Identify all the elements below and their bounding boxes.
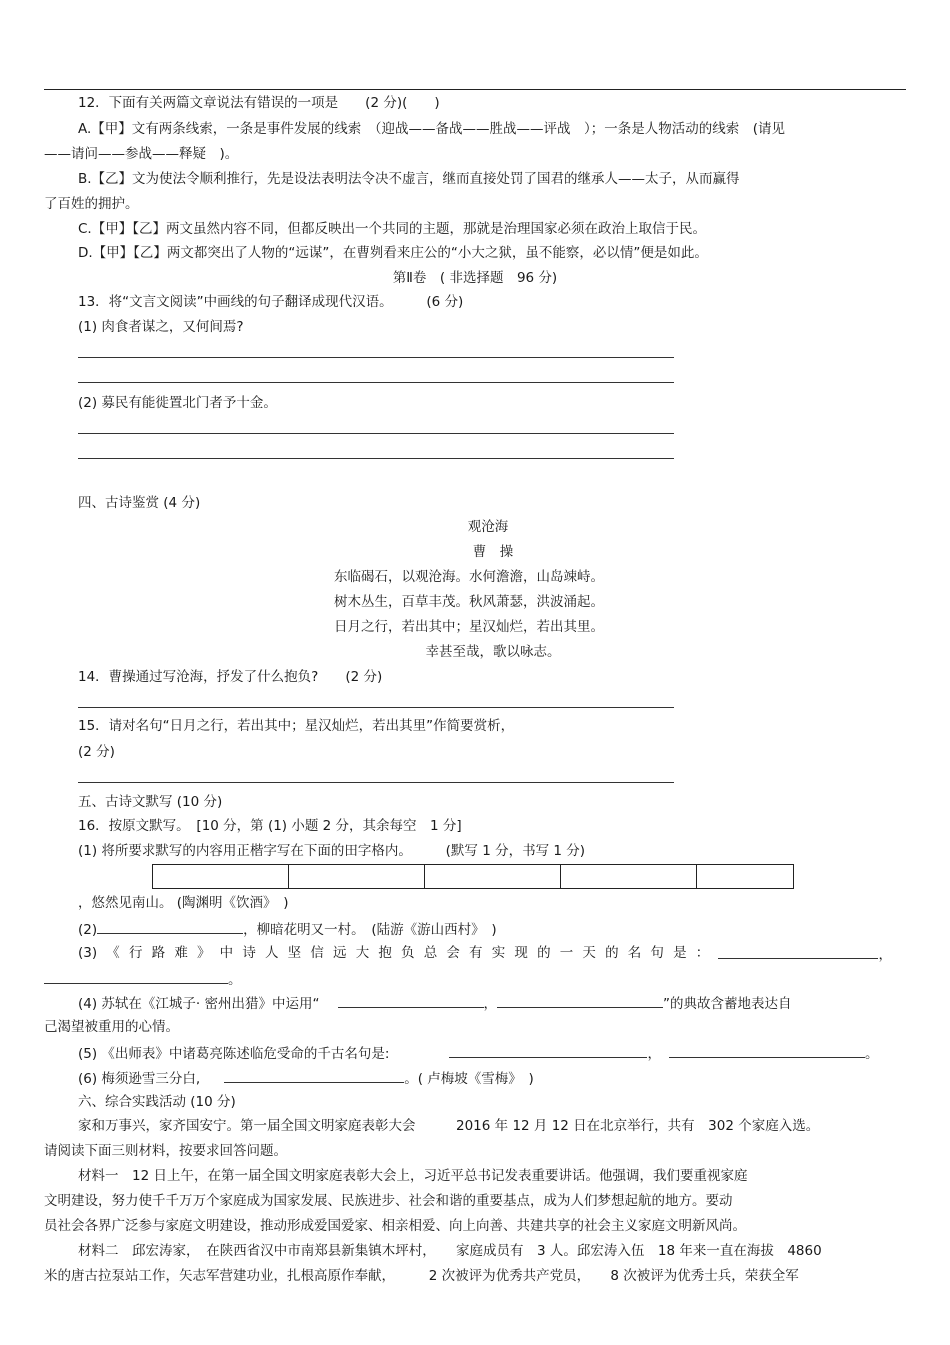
poem-line: 树木丛生，百草丰茂。秋风萧瑟，洪波涌起。 xyxy=(334,594,604,610)
q16-5-period: 。 xyxy=(864,1046,879,1062)
q16-3-char: 中 xyxy=(219,945,234,961)
q16-3-char: 路 xyxy=(151,945,166,961)
q16-3-blank-2[interactable] xyxy=(44,969,228,984)
poem-line: 东临碣石，以观沧海。水何澹澹，山岛竦峙。 xyxy=(334,569,604,585)
q16-3-char: 总 xyxy=(423,945,438,961)
q16-3-char: 》 xyxy=(196,945,211,961)
q13-answer-line-1[interactable] xyxy=(78,357,674,358)
q16-2-label: (2) xyxy=(78,922,98,938)
q16-3-char: 抱 xyxy=(378,945,392,961)
grid-cell[interactable] xyxy=(561,865,697,888)
q16-2-blank[interactable] xyxy=(97,919,243,934)
q16-3-char: 会 xyxy=(446,945,460,961)
q16-3 xyxy=(78,944,892,964)
q15-stem-line1: 15．请对名句“日月之行，若出其中；星汉灿烂，若出其里”作简要赏析， xyxy=(78,718,515,734)
q16-3-char: 名 xyxy=(627,945,642,961)
q16-4 xyxy=(78,993,792,1013)
q16-3-char: 人 xyxy=(265,945,279,961)
q16-3-char: 坚 xyxy=(287,945,302,961)
poem-line: 日月之行，若出其中；星汉灿烂，若出其里。 xyxy=(334,619,604,635)
q15-answer-line[interactable] xyxy=(78,782,674,783)
q12-option-a-line2: ——请问——参战——释疑 )。 xyxy=(44,146,239,162)
grid-cell[interactable] xyxy=(153,865,289,888)
q16-3-char: 是 xyxy=(673,945,687,961)
q16-4-blank-1[interactable] xyxy=(338,993,484,1008)
q16-6 xyxy=(78,1068,534,1088)
q16-5 xyxy=(78,1043,878,1063)
q16-3-blank-1[interactable] xyxy=(718,944,878,959)
q16-3-comma: ， xyxy=(878,947,892,963)
q16-2-text: ，柳暗花明又一村。 (陆游《游山西村》 ) xyxy=(243,922,497,938)
q13-answer-line-2[interactable] xyxy=(78,382,674,383)
q12-stem: 12．下面有关两篇文章说法有错误的一项是 (2 分)( ) xyxy=(78,95,440,111)
part2-title: 第Ⅱ卷 ( 非选择题 96 分) xyxy=(392,270,558,286)
q16-6-blank[interactable] xyxy=(224,1068,404,1083)
q16-3-line2 xyxy=(44,969,242,989)
q16-3-char: 大 xyxy=(355,945,370,961)
q16-3-char: 天 xyxy=(582,945,596,961)
q16-3-char: 的 xyxy=(605,945,619,961)
q12-option-b-line2: 了百姓的拥护。 xyxy=(44,196,139,212)
q16-3-char: 有 xyxy=(469,945,483,961)
q16-6-text: (6) 梅须逊雪三分白, xyxy=(78,1071,201,1087)
top-rule xyxy=(44,89,906,90)
section5-title: 五、古诗文默写 (10 分) xyxy=(78,794,223,810)
q16-3-char: 行 xyxy=(128,945,143,961)
poem-title: 观沧海 xyxy=(467,519,509,535)
q16-1-instruction: (1) 将所要求默写的内容用正楷字写在下面的田字格内。 (默写 1 分，书写 1 分) xyxy=(78,843,586,859)
q16-4-text-a: (4) 苏轼在《江城子· 密州出猎》中运用“ xyxy=(78,996,320,1012)
section4-title: 四、古诗鉴赏 (4 分) xyxy=(78,495,201,511)
q13-answer-line-3[interactable] xyxy=(78,433,674,434)
q16-5-blank-2[interactable] xyxy=(669,1043,865,1058)
q12-option-a-line1: A.【甲】文有两条线索，一条是事件发展的线索 （迎战——备战——胜战——评战 ）；一条是人物活动的线索 (请见 xyxy=(78,121,786,137)
q16-3-char: 的 xyxy=(537,945,551,961)
q13-stem: 13．将“文言文阅读”中画线的句子翻译成现代汉语。 (6 分) xyxy=(78,294,464,310)
q16-3-char: 诗 xyxy=(242,945,256,961)
poem-line: 幸甚至哉，歌以咏志。 xyxy=(425,644,561,660)
q16-5-comma: ， xyxy=(647,1046,661,1062)
q16-3-char: 信 xyxy=(310,945,324,961)
q16-5-blank-1[interactable] xyxy=(449,1043,647,1058)
q16-5-text: (5) 《出师表》中诸葛亮陈述临危受命的千古名句是: xyxy=(78,1046,390,1062)
material1-line2: 文明建设，努力使千千万万个家庭成为国家发展、民族进步、社会和谐的重要基点，成为人们梦想起航的地方。要动 xyxy=(44,1193,733,1209)
q13-sentence-1: (1) 肉食者谋之，又何间焉? xyxy=(78,319,244,335)
q16-3-char: ： xyxy=(695,945,710,961)
q12-option-d: D.【甲】【乙】两文都突出了人物的“远谋”，在曹刿看来庄公的“小大之狱，虽不能察，必以情”便是如此。 xyxy=(78,245,708,261)
q16-4-text-b: ”的典故含蓄地表达自 xyxy=(663,996,792,1012)
grid-cell[interactable] xyxy=(289,865,425,888)
q14-stem: 14．曹操通过写沧海，抒发了什么抱负? (2 分) xyxy=(78,669,383,685)
section6-intro-line2: 请阅读下面三则材料，按要求回答问题。 xyxy=(44,1143,287,1159)
q16-3-char: 《 xyxy=(106,945,120,961)
q13-answer-line-4[interactable] xyxy=(78,458,674,459)
q12-option-b-line1: B.【乙】文为使法令顺利推行，先是设法表明法令决不虚言，继而直接处罚了国君的继承人——太子，从而赢得 xyxy=(78,171,740,187)
q12-option-c: C.【甲】【乙】两文虽然内容不同，但都反映出一个共同的主题，那就是治理国家必须在政治上取信于民。 xyxy=(78,221,706,237)
q16-3-period: 。 xyxy=(228,972,242,988)
q16-3-char: 现 xyxy=(514,945,528,961)
grid-cell[interactable] xyxy=(697,865,793,888)
section6-title: 六、综合实践活动 (10 分) xyxy=(78,1094,236,1110)
q13-sentence-2: (2) 募民有能徙置北门者予十金。 xyxy=(78,395,277,411)
q16-3-char: 一 xyxy=(559,945,574,961)
q16-6-source: 。( 卢梅坡《雪梅》 ) xyxy=(404,1071,534,1087)
section6-intro-line1: 家和万事兴，家齐国安宁。第一届全国文明家庭表彰大会 2016 年 12 月 12 日在北京举行，共有 302 个家庭入选。 xyxy=(78,1118,820,1134)
material2-line1: 材料二 邱宏涛家， 在陕西省汉中市南郑县新集镇木坪村， 家庭成员有 3 人。邱宏涛入伍 18 年来一直在海拔 4860 xyxy=(78,1243,822,1259)
q16-3-char: 远 xyxy=(333,945,347,961)
q16-4-line2: 己渴望被重用的心情。 xyxy=(44,1019,179,1035)
material2-line2: 米的唐古拉泵站工作，矢志军营建功业，扎根高原作奉献， 2 次被评为优秀共产党员， 8 次被评为优秀士兵，荣获全军 xyxy=(44,1268,799,1284)
material1-line1: 材料一 12 日上午，在第一届全国文明家庭表彰大会上，习近平总书记发表重要讲话。他强调，我们要重视家庭 xyxy=(78,1168,748,1184)
q16-stem: 16．按原文默写。 [10 分，第 (1) 小题 2 分，其余每空 1 分] xyxy=(78,818,462,834)
tianzi-grid[interactable] xyxy=(152,864,794,889)
q16-3-char: 实 xyxy=(491,945,506,961)
poem-author: 曹 操 xyxy=(472,544,514,560)
q16-4-blank-2[interactable] xyxy=(497,993,663,1008)
q16-3-char: 句 xyxy=(650,945,664,961)
q15-stem-line2: (2 分) xyxy=(78,744,115,760)
q16-3-char: 难 xyxy=(174,945,188,961)
q16-3-char: 负 xyxy=(401,945,415,961)
q16-4-comma: ， xyxy=(483,996,497,1012)
q16-3-char: (3) xyxy=(78,945,98,961)
q16-1-tail: ，悠然见南山。 (陶渊明《饮酒》 ) xyxy=(78,895,289,911)
material1-line3: 员社会各界广泛参与家庭文明建设，推动形成爱国爱家、相亲相爱、向上向善、共建共享的社会主义家庭文明新风尚。 xyxy=(44,1218,746,1234)
q16-2 xyxy=(78,919,497,939)
grid-cell[interactable] xyxy=(425,865,561,888)
q14-answer-line[interactable] xyxy=(78,707,674,708)
